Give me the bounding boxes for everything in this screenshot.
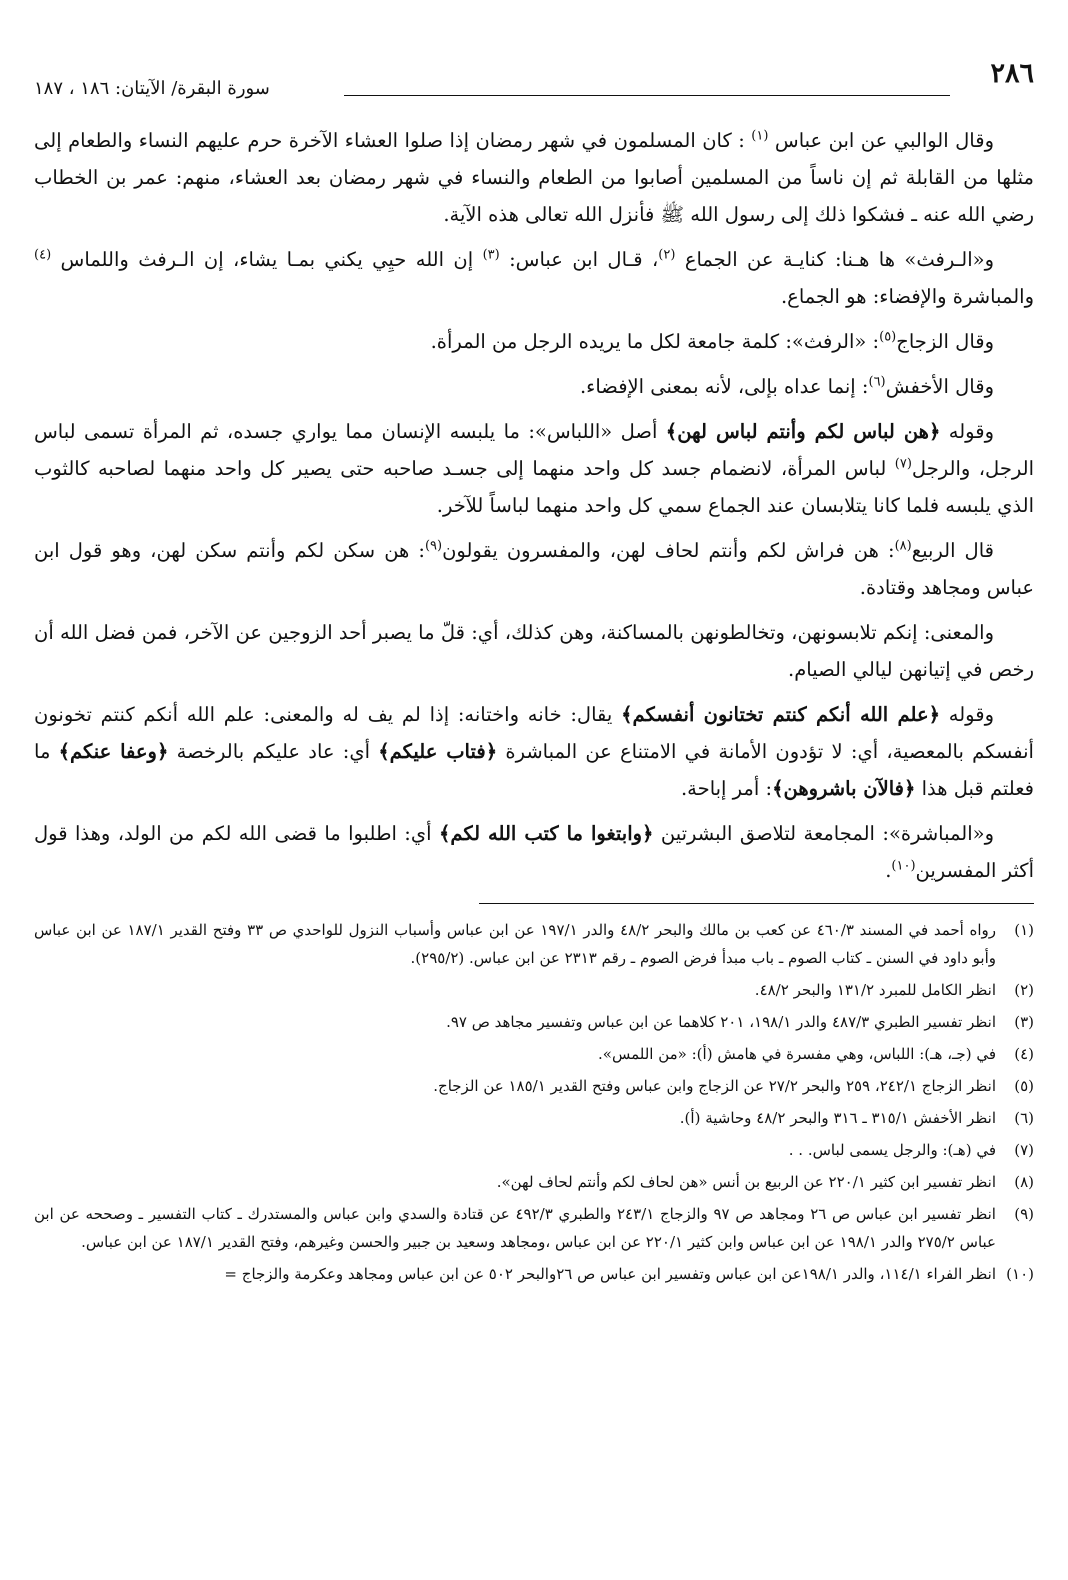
footnote-marker: (١٠) — [891, 858, 916, 874]
footnote — [34, 1260, 1034, 1288]
running-title: سورة البقرة/ الآيتان: ١٨٦ ، ١٨٧ — [34, 78, 270, 99]
footnote-marker: (٣) — [482, 247, 500, 263]
footnote-marker: (٩) — [424, 538, 443, 554]
text-run: وقال الزجاج — [896, 330, 994, 353]
text-run: وقال الأخفش — [885, 375, 994, 398]
text-run: أصل «اللباس»: ما يلبسه الإنسان مما يواري جسده، ثم المرأة تسمى لباس الرجل، والرجل — [34, 420, 1035, 480]
text-run: أي: اطلبوا ما قضى الله لكم من الولد، وهذا قول أكثر المفسرين — [34, 822, 1034, 882]
page-number: ٢٨٦ — [990, 58, 1034, 89]
footnote-marker: (٢) — [658, 247, 676, 263]
body-text — [34, 122, 1034, 889]
footnote-text: في (هـ): والرجل يسمى لباس. . . — [788, 1141, 996, 1159]
text-run: قال الربيع — [911, 539, 994, 562]
text-run: : إنما عداه بإلى، لأنه بمعنى الإفضاء. — [579, 375, 869, 398]
text-run: لباس المرأة، لانضمام جسد كل واحد منهما إلى جسـد صاحبه حتى يصير كل واحد منهما لصاحبه كالثوب الذي يلبسه فلما كانا يتلابسان عند الجماع سمي كل واحد منهما لباساً للآخر. — [34, 457, 1034, 517]
quran-quote: ﴿وعفا عنكم﴾ — [58, 740, 169, 763]
footnote-number: (٨) — [1014, 1173, 1034, 1191]
footnote — [34, 916, 1034, 972]
footnote — [34, 1072, 1034, 1100]
footnote-marker: (٦) — [868, 374, 886, 390]
book-page — [34, 58, 1034, 1558]
footnote-text: انظر الفراء ١١٤/١، والدر ١٩٨/١عن ابن عباس وتفسير ابن عباس ص ٢٦والبحر ٥٠٢ عن ابن عباس ومجاهد وعكرمة والزجاج = — [224, 1265, 996, 1283]
text-run: والمعنى: إنكم تلابسونهن، وتخالطونهن بالمساكنة، وهن كذلك، أي: قلّ ما يصبر أحد الزوجين عن الآخر، فمن فضل الله أن رخص في إتيانهن ليالي الصيام. — [34, 621, 1034, 681]
text-run: وقوله — [940, 703, 994, 726]
text-run: : هن فراش لكم وأنتم لحاف لهن، والمفسرون يقولون — [442, 539, 895, 562]
text-run: إن الله حيِي يكني بمـا يشاء، إن الـرفث واللماس — [51, 248, 483, 271]
footnote-number: (١) — [1014, 921, 1034, 939]
footnote — [34, 1104, 1034, 1132]
text-run: : هن سكن لكم وأنتم سكن لهن، وهو قول ابن عباس ومجاهد وقتادة. — [34, 539, 1034, 599]
text-run: و«المباشرة»: المجامعة لتلاصق البشرتين — [653, 822, 994, 845]
paragraph — [34, 368, 1034, 405]
footnote-marker: (٨) — [894, 538, 912, 554]
text-run: ما فعلتم قبل هذا — [34, 740, 1034, 800]
header-rule — [344, 95, 950, 96]
footnote-text: انظر تفسير ابن عباس ص ٢٦ ومجاهد ص ٩٧ والزجاج ٢٤٣/١ والطبري ٤٩٢/٣ عن قتادة والسدي وابن عباس والمستدرك ـ كتاب التفسير ـ وصححه عن ابن عباس ٢٧٥/٢ والدر ١٩٨/١ عن ابن عباس وابن كثير ٢٢٠/١ عن ابن عباس ،ومجاهد وسعيد بن جبير والحسن وغيرهم، وفتح القدير ١٨٧/١ عن ابن عباس. — [34, 1205, 996, 1251]
quran-quote: ﴿فالآن باشروهن﴾ — [772, 777, 916, 800]
text-run: : «الرفث»: كلمة جامعة لكل ما يريده الرجل من المرأة. — [430, 330, 880, 353]
footnote — [34, 1200, 1034, 1256]
paragraph — [34, 532, 1034, 606]
footnote-number: (٩) — [1014, 1205, 1034, 1223]
footnote — [34, 1008, 1034, 1036]
text-run: والمباشرة والإفضاء: هو الجماع. — [780, 285, 1034, 308]
footnote — [34, 1168, 1034, 1196]
paragraph — [34, 122, 1034, 233]
text-run: يقال: خانه واختانه: إذا لم يف له والمعنى: علم الله أنكم كنتم تخونون أنفسكم بالمعصية، أي: لا تؤدون الأمانة في الامتناع عن المباشرة — [34, 703, 1034, 763]
page-header — [34, 58, 1034, 98]
footnote-number: (٤) — [1014, 1045, 1034, 1063]
footnote-marker: (٥) — [879, 329, 897, 345]
text-run: : أمر إباحة. — [680, 777, 773, 800]
text-run: أي: عاد عليكم بالرخصة — [168, 740, 379, 763]
footnote-text: انظر تفسير ابن كثير ٢٢٠/١ عن الربيع بن أنس «هن لحاف لكم وأنتم لحاف لهن». — [496, 1173, 996, 1191]
footnote — [34, 976, 1034, 1004]
footnote-text: في (جـ، هـ): اللباس، وهي مفسرة في هامش (أ): «من اللمس». — [598, 1045, 996, 1063]
footnote-number: (٥) — [1014, 1077, 1034, 1095]
paragraph — [34, 241, 1034, 315]
footnote-text: انظر الزجاج ٢٤٢/١، ٢٥٩ والبحر ٢٧/٢ عن الزجاج وابن عباس وفتح القدير ١٨٥/١ عن الزجاج. — [433, 1077, 996, 1095]
text-run: وقوله — [940, 420, 994, 443]
footnote-text: انظر تفسير الطبري ٤٨٧/٣ والدر ١٩٨/١، ٢٠١ كلاهما عن ابن عباس وتفسير مجاهد ص ٩٧. — [446, 1013, 996, 1031]
text-run: ، قـال ابن عباس: — [499, 248, 659, 271]
footnote-number: (٧) — [1014, 1141, 1034, 1159]
footnote-number: (٢) — [1014, 981, 1034, 999]
footnote — [34, 1136, 1034, 1164]
footnote-text: انظر الكامل للمبرد ١٣١/٢ والبحر ٤٨/٢. — [754, 981, 996, 999]
quran-quote: ﴿فتاب عليكم﴾ — [378, 740, 498, 763]
paragraph — [34, 413, 1034, 524]
footnote-separator — [479, 903, 1034, 904]
paragraph — [34, 323, 1034, 360]
footnote-marker: (٧) — [894, 456, 912, 472]
footnote-text: انظر الأخفش ٣١٥/١ ـ ٣١٦ والبحر ٤٨/٢ وحاشية (أ). — [679, 1109, 996, 1127]
footnote-marker: (١) — [751, 128, 769, 144]
footnote-text: رواه أحمد في المسند ٤٦٠/٣ عن كعب بن مالك والبحر ٤٨/٢ والدر ١٩٧/١ عن ابن عباس وأسباب النزول للواحدي ص ٣٣ وفتح القدير ١٨٧/١ عن ابن عباس وأبو داود في السنن ـ كتاب الصوم ـ باب مبدأ فرض الصوم ـ رقم ٢٣١٣ عن ابن عباس. (٢٩٥/٢). — [34, 921, 996, 967]
footnote-number: (٣) — [1014, 1013, 1034, 1031]
text-run: و«الـرفث» ها هـنا: كنايـة عن الجماع — [675, 248, 995, 271]
paragraph — [34, 614, 1034, 688]
text-run: وقال الوالبي عن ابن عباس — [768, 129, 994, 152]
footnote-number: (٦) — [1014, 1109, 1034, 1127]
quran-quote: ﴿علم الله أنكم كنتم تختانون أنفسكم﴾ — [621, 703, 941, 726]
footnote-marker: (٤) — [34, 247, 52, 263]
quran-quote: ﴿هن لباس لكم وأنتم لباس لهن﴾ — [665, 420, 941, 443]
footnote — [34, 1040, 1034, 1068]
footnote-number: (١٠) — [1006, 1265, 1034, 1283]
text-run: : كان المسلمون في شهر رمضان إذا صلوا العشاء الآخرة حرم عليهم النساء والطعام إلى مثلها من القابلة ثم إن ناساً من المسلمين أصابوا من الطعام والنساء في شهر رمضان بعد العشاء، منهم: عمر بن الخطاب رضي الله عنه ـ فشكوا ذلك إلى رسول الله ﷺ فأنزل الله تعالى هذه الآية. — [34, 129, 1034, 226]
footnotes — [34, 916, 1034, 1288]
quran-quote: ﴿وابتغوا ما كتب الله لكم﴾ — [438, 822, 654, 845]
paragraph — [34, 815, 1034, 889]
paragraph — [34, 696, 1034, 807]
text-run: . — [885, 859, 892, 882]
